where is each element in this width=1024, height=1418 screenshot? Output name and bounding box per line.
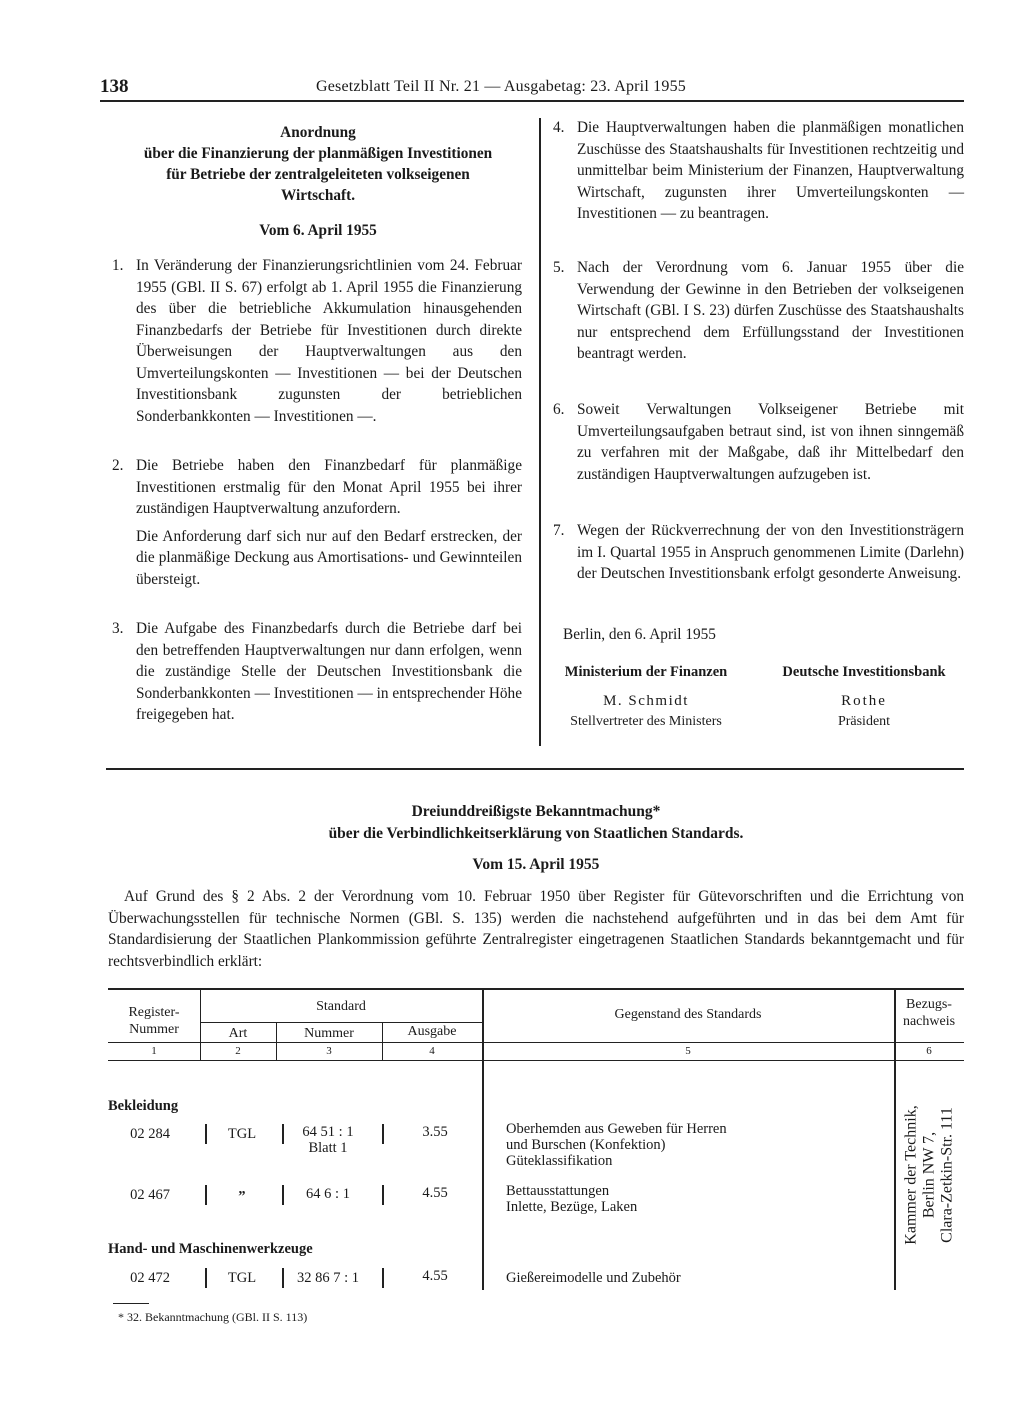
- anordnung-item: [553, 520, 964, 585]
- header-register-l1: Register-: [128, 1005, 180, 1020]
- cell-register: 02 467: [130, 1187, 170, 1203]
- col-number: 3: [326, 1045, 332, 1057]
- cell-nummer-l2: Blatt 1: [308, 1140, 348, 1156]
- bezug-line: Clara-Zetkin-Str. 111: [939, 1107, 957, 1243]
- item-number: 2.: [112, 457, 124, 474]
- column-bar: [205, 1124, 207, 1144]
- header-bezug: [894, 996, 964, 1030]
- signature-block: [762, 664, 966, 730]
- anordnung-title-block: [108, 122, 528, 241]
- anordnung-item: [112, 618, 522, 726]
- table-head-rule: [108, 1042, 964, 1043]
- bezugsnachweis-text: [903, 1105, 957, 1244]
- bezug-line: Kammer der Technik,: [903, 1105, 921, 1245]
- bekanntmachung-title: Dreiunddreißigste Bekanntmachung*: [411, 803, 661, 820]
- running-head: Gesetzblatt Teil II Nr. 21 — Ausgabetag: 23. April 1955: [316, 78, 686, 95]
- column-bar: [382, 1268, 384, 1288]
- header-nummer: Nummer: [304, 1026, 354, 1041]
- bekanntmachung-subtitle: über die Verbindlichkeitserklärung von Staatlichen Standards.: [328, 825, 744, 842]
- item-text: Die Hauptverwaltungen haben die planmäßigen monatlichen Zuschüsse des Staatshaushalts für Investitionen rechtzeitig und unmittelbar beim Ministerium der Finanzen, Hauptverwaltung Wirtschaft, zugunsten ihrer Umverteilungskonten — Investitionen — zu beantragen.: [577, 119, 964, 222]
- cell-art: TGL: [227, 1270, 257, 1286]
- cell-gegenstand-l1: Oberhemden aus Geweben für Herren: [506, 1121, 727, 1137]
- cell-gegenstand: [506, 1121, 890, 1169]
- cell-art: TGL: [227, 1126, 257, 1142]
- column-bar: [205, 1185, 207, 1205]
- cell-ausgabe: 4.55: [422, 1185, 448, 1201]
- item-text: Nach der Verordnung vom 6. Januar 1955 über die Verwendung der Gewinne in den Betrieben der volkseigenen Wirtschaft (GBl. I S. 23) dürfen Zuschüsse des Staatshaushalts nur entsprechend dem Erfüllungsstand der Investitionen beantragt werden.: [577, 259, 964, 362]
- signature-block: [546, 664, 746, 730]
- header-bezug-l1: Bezugs-: [906, 997, 952, 1012]
- place-date: Berlin, den 6. April 1955: [563, 626, 716, 643]
- anordnung-title-line: Anordnung: [280, 124, 356, 141]
- cell-art: „: [238, 1181, 246, 1197]
- table-colnum-rule: [108, 1060, 964, 1061]
- page-number: 138: [100, 76, 129, 97]
- bezugsnachweis-vertical: [900, 1085, 960, 1265]
- item-text: Die Betriebe haben den Finanzbedarf für planmäßige Investitionen erstmalig für den Monat April 1955 bei ihrer zuständigen Hauptverwaltung anzufordern.: [136, 457, 522, 517]
- column-bar: [382, 1124, 384, 1144]
- col-number: 5: [685, 1045, 691, 1057]
- bekanntmachung-intro: Auf Grund des § 2 Abs. 2 der Verordnung vom 10. Februar 1950 über Register für Gütevorschriften und die Errichtung von Überwachungsstellen für technische Normen (GBl. S. 135) werden die nachstehend aufgeführten und in das bei dem Amt für Standardisierung der Staatlichen Plankommission geführte Zentralregister eingetragenen Staatlichen Standards bekanntgemacht und für rechtsverbindlich erklärt:: [108, 888, 964, 970]
- anordnung-item: [112, 455, 522, 590]
- item-number: 5.: [553, 259, 565, 276]
- item-text: In Veränderung der Finanzierungsrichtlinien vom 24. Februar 1955 (GBl. II S. 67) erfolgt ab 1. April 1955 die Finanzierung des über die betriebliche Akkumulation hinausgehenden Finanzbedarfs der Betriebe für Investitionen durch direkte Überweisungen der Hauptverwaltungen aus den Umverteilungskonten — Investitionen — bei der Deutschen Investitionsbank zugunsten der betrieblichen Sonderbankkonten — Investitionen —.: [136, 257, 522, 425]
- cell-register: 02 472: [130, 1270, 170, 1286]
- signature-role: Stellvertreter des Ministers: [570, 714, 722, 729]
- col-number: 6: [926, 1045, 932, 1057]
- item-number: 6.: [553, 401, 565, 418]
- cell-gegenstand-l2: und Burschen (Konfektion): [506, 1137, 666, 1153]
- header-standard: Standard: [316, 999, 366, 1014]
- cell-nummer: 64 6 : 1: [306, 1186, 350, 1202]
- cell-register: 02 284: [130, 1126, 170, 1142]
- item-text: Wegen der Rückverrechnung der von den Investitionsträgern im I. Quartal 1955 in Anspruch genommenen Limite (Darlehn) der Deutschen Investitionsbank erfolgt gesonderte Anweisung.: [577, 522, 964, 582]
- header-rule: [100, 100, 964, 102]
- header-art: Art: [228, 1026, 248, 1041]
- group-heading: Bekleidung: [108, 1098, 179, 1114]
- anordnung-title-line: Wirtschaft.: [280, 187, 356, 204]
- anordnung-title-line: für Betriebe der zentralgeleiteten volkseigenen: [166, 166, 470, 183]
- signature-name: Rothe: [841, 693, 887, 709]
- signature-name: M. Schmidt: [603, 693, 689, 709]
- cell-gegenstand-l2: Inlette, Bezüge, Laken: [506, 1199, 638, 1215]
- cell-gegenstand: [506, 1183, 890, 1215]
- cell-gegenstand-l3: Güteklassifikation: [506, 1153, 613, 1169]
- signature-org: Deutsche Investitionsbank: [782, 664, 946, 680]
- col-number: 4: [429, 1045, 435, 1057]
- anordnung-item: [112, 255, 522, 427]
- item-number: 3.: [112, 620, 124, 637]
- cell-ausgabe: 4.55: [422, 1268, 448, 1284]
- anordnung-title-line: über die Finanzierung der planmäßigen Investitionen: [143, 145, 493, 162]
- bezug-line: Berlin NW 7,: [921, 1131, 939, 1219]
- cell-gegenstand-l1: Bettausstattungen: [506, 1183, 610, 1199]
- column-bar: [205, 1268, 207, 1288]
- header-gegenstand: Gegenstand des Standards: [614, 1007, 762, 1022]
- section-rule: [106, 768, 964, 770]
- item-text: Die Aufgabe des Finanzbedarfs durch die Betriebe darf bei den betreffenden Hauptverwaltungen nur dann erfolgen, wenn die zuständige Stelle der Deutschen Investitionsbank die Sonderbankkonten — Investitionen — in entsprechender Höhe freigegeben hat.: [136, 620, 522, 723]
- col-number: 1: [151, 1045, 157, 1057]
- cell-nummer-l1: 64 51 : 1: [302, 1124, 354, 1140]
- cell-gegenstand: Gießereimodelle und Zubehör: [506, 1270, 681, 1286]
- header-ausgabe: Ausgabe: [407, 1024, 457, 1039]
- header-register: [108, 1004, 200, 1038]
- anordnung-item: [553, 257, 964, 365]
- bekanntmachung-title-block: [108, 801, 964, 876]
- header-bezug-l2: nachweis: [902, 1014, 956, 1029]
- table-col-divider: [894, 990, 896, 1290]
- anordnung-item: [553, 117, 964, 225]
- cell-nummer: 32 86 7 : 1: [296, 1270, 360, 1286]
- item-text: Soweit Verwaltungen Volkseigener Betriebe mit Umverteilungsaufgaben betraut sind, ist von ihnen sinngemäß zu verfahren mit der Maßgabe, daß ihr Mittelbedarf den zuständigen Hauptverwaltungen aufzugeben ist.: [577, 401, 964, 483]
- bekanntmachung-intro-wrap: [108, 886, 964, 972]
- item-number: 1.: [112, 257, 124, 274]
- header-register-l2: Nummer: [129, 1022, 179, 1037]
- column-bar: [382, 1185, 384, 1205]
- signature-role: Präsident: [837, 714, 891, 729]
- footnote-rule: [113, 1303, 149, 1304]
- col-number: 2: [235, 1045, 241, 1057]
- column-divider: [539, 118, 541, 746]
- footnote: * 32. Bekanntmachung (GBl. II S. 113): [118, 1310, 308, 1324]
- table-top-rule: [108, 988, 964, 990]
- bekanntmachung-date: Vom 15. April 1955: [472, 856, 600, 873]
- group-heading: Hand- und Maschinenwerkzeuge: [108, 1241, 313, 1257]
- signature-org: Ministerium der Finanzen: [564, 664, 728, 680]
- anordnung-item: [553, 399, 964, 485]
- cell-ausgabe: 3.55: [422, 1124, 448, 1140]
- item-text: Die Anforderung darf sich nur auf den Bedarf erstrecken, der die planmäßige Deckung aus Amortisations- und Gewinnteilen übersteigt.: [136, 527, 522, 588]
- anordnung-date: Vom 6. April 1955: [259, 222, 377, 239]
- cell-nummer: [282, 1124, 374, 1156]
- item-number: 4.: [553, 119, 565, 136]
- item-number: 7.: [553, 522, 565, 539]
- table-col-divider: [482, 990, 484, 1290]
